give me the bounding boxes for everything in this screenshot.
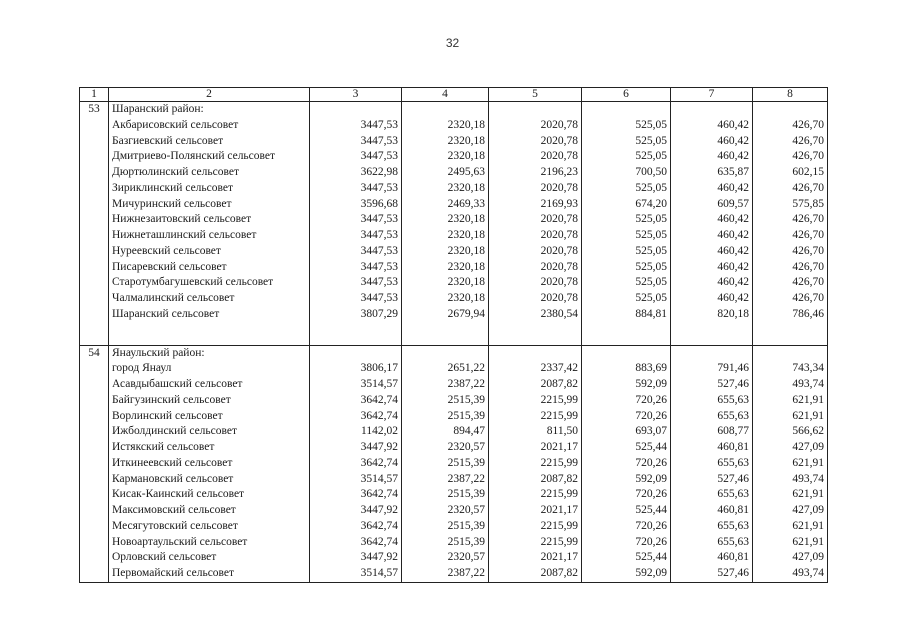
value-col-8: 427,09 [753,440,828,456]
header-cell: 5 [489,88,582,102]
number-cell [80,377,109,393]
value-col-8: 427,09 [753,550,828,566]
number-cell [80,361,109,377]
table-row [80,197,828,213]
value-col-4: 2320,18 [402,212,489,228]
value-col-4: 2495,63 [402,165,489,181]
value-col-7: 820,18 [671,307,753,323]
table-row [80,377,828,393]
value-col-7: 635,87 [671,165,753,181]
value-col-8: 602,15 [753,165,828,181]
value-col-3: 3447,53 [310,291,402,307]
value-col-7: 655,63 [671,519,753,535]
value-col-7: 460,42 [671,212,753,228]
table-row [80,181,828,197]
value-col-6: 720,26 [582,519,671,535]
value-col-6: 525,05 [582,212,671,228]
settlement-name: Первомайский сельсовет [109,566,310,582]
empty-cell [489,345,582,361]
number-cell [80,440,109,456]
spacer-row [80,323,828,346]
value-col-6: 525,05 [582,181,671,197]
table-row [80,503,828,519]
page-number: 32 [445,36,460,50]
table-row [80,307,828,323]
section-title-row [80,102,828,118]
value-col-6: 592,09 [582,377,671,393]
table-row [80,260,828,276]
value-col-8: 621,91 [753,393,828,409]
number-cell [80,550,109,566]
value-col-8: 426,70 [753,212,828,228]
settlement-name: Месягутовский сельсовет [109,519,310,535]
header-cell: 4 [402,88,489,102]
settlement-name: Ворлинский сельсовет [109,409,310,425]
value-col-4: 2320,18 [402,260,489,276]
settlement-name: город Янаул [109,361,310,377]
value-col-4: 2320,57 [402,503,489,519]
empty-cell [753,323,828,346]
empty-cell [489,323,582,346]
header-cell: 2 [109,88,310,102]
settlement-name: Мичуринский сельсовет [109,197,310,213]
value-col-8: 426,70 [753,244,828,260]
value-col-4: 2320,18 [402,291,489,307]
value-col-8: 426,70 [753,118,828,134]
settlement-name: Акбарисовский сельсовет [109,118,310,134]
empty-cell [310,102,402,118]
value-col-4: 2320,18 [402,244,489,260]
value-col-5: 2020,78 [489,275,582,291]
value-col-3: 3514,57 [310,566,402,582]
settlement-name: Орловский сельсовет [109,550,310,566]
table-row [80,409,828,425]
value-col-5: 2215,99 [489,519,582,535]
value-col-5: 2196,23 [489,165,582,181]
value-col-5: 2020,78 [489,260,582,276]
number-cell [80,149,109,165]
settlement-name: Старотумбагушевский сельсовет [109,275,310,291]
value-col-8: 621,91 [753,409,828,425]
settlement-name: Кармановский сельсовет [109,472,310,488]
number-cell [80,134,109,150]
settlement-name: Нуреевский сельсовет [109,244,310,260]
value-col-8: 493,74 [753,472,828,488]
value-col-3: 3642,74 [310,535,402,551]
empty-cell [582,323,671,346]
value-col-6: 525,05 [582,118,671,134]
value-col-8: 493,74 [753,377,828,393]
tariff-table [79,87,828,583]
value-col-8: 426,70 [753,291,828,307]
header-cell: 1 [80,88,109,102]
value-col-6: 525,44 [582,503,671,519]
table-row [80,118,828,134]
table-row [80,456,828,472]
value-col-8: 426,70 [753,181,828,197]
value-col-4: 2515,39 [402,535,489,551]
settlement-name: Базгиевский сельсовет [109,134,310,150]
value-col-7: 460,81 [671,550,753,566]
empty-cell [310,323,402,346]
settlement-name: Максимовский сельсовет [109,503,310,519]
header-cell: 3 [310,88,402,102]
value-col-3: 3596,68 [310,197,402,213]
value-col-5: 2169,93 [489,197,582,213]
number-cell [80,519,109,535]
value-col-6: 883,69 [582,361,671,377]
empty-cell [402,102,489,118]
value-col-5: 2337,42 [489,361,582,377]
value-col-6: 525,44 [582,440,671,456]
value-col-7: 460,42 [671,244,753,260]
value-col-5: 2215,99 [489,409,582,425]
value-col-7: 655,63 [671,487,753,503]
table-body [80,88,828,583]
value-col-8: 621,91 [753,487,828,503]
value-col-8: 566,62 [753,424,828,440]
value-col-3: 3447,53 [310,228,402,244]
value-col-7: 609,57 [671,197,753,213]
value-col-7: 655,63 [671,456,753,472]
value-col-6: 525,05 [582,260,671,276]
number-cell [80,165,109,181]
value-col-5: 2087,82 [489,472,582,488]
value-col-7: 655,63 [671,535,753,551]
value-col-6: 700,50 [582,165,671,181]
header-cell: 7 [671,88,753,102]
value-col-5: 2020,78 [489,244,582,260]
settlement-name: Нижнеташлинский сельсовет [109,228,310,244]
value-col-7: 460,42 [671,291,753,307]
value-col-3: 3806,17 [310,361,402,377]
value-col-6: 525,05 [582,134,671,150]
table-row [80,212,828,228]
value-col-7: 655,63 [671,409,753,425]
value-col-7: 460,81 [671,440,753,456]
section-title-row [80,345,828,361]
settlement-name: Писаревский сельсовет [109,260,310,276]
section-number: 54 [80,345,109,361]
value-col-8: 743,34 [753,361,828,377]
value-col-3: 3447,53 [310,275,402,291]
value-col-6: 525,05 [582,275,671,291]
value-col-3: 3447,92 [310,550,402,566]
settlement-name: Дмитриево-Полянский сельсовет [109,149,310,165]
value-col-5: 2021,17 [489,550,582,566]
value-col-3: 3447,92 [310,503,402,519]
value-col-5: 2215,99 [489,456,582,472]
value-col-4: 2320,57 [402,440,489,456]
value-col-3: 3447,53 [310,181,402,197]
value-col-5: 2020,78 [489,134,582,150]
value-col-4: 2515,39 [402,409,489,425]
value-col-7: 460,42 [671,149,753,165]
value-col-3: 3642,74 [310,519,402,535]
value-col-6: 720,26 [582,535,671,551]
settlement-name: Новоартаульский сельсовет [109,535,310,551]
value-col-8: 621,91 [753,535,828,551]
value-col-7: 460,81 [671,503,753,519]
value-col-5: 2020,78 [489,228,582,244]
settlement-name: Шаранский сельсовет [109,307,310,323]
section-number: 53 [80,102,109,118]
table-row [80,424,828,440]
empty-cell [109,323,310,346]
empty-cell [402,345,489,361]
value-col-6: 720,26 [582,409,671,425]
table-row [80,566,828,582]
table-row [80,291,828,307]
value-col-4: 2515,39 [402,519,489,535]
value-col-6: 592,09 [582,472,671,488]
value-col-6: 693,07 [582,424,671,440]
value-col-5: 2215,99 [489,487,582,503]
value-col-7: 655,63 [671,393,753,409]
value-col-8: 493,74 [753,566,828,582]
empty-cell [753,345,828,361]
header-cell: 6 [582,88,671,102]
number-cell [80,487,109,503]
value-col-5: 2087,82 [489,377,582,393]
table-row [80,550,828,566]
number-cell [80,118,109,134]
value-col-3: 3642,74 [310,409,402,425]
empty-cell [671,102,753,118]
value-col-6: 884,81 [582,307,671,323]
empty-cell [582,345,671,361]
number-cell [80,424,109,440]
value-col-3: 3807,29 [310,307,402,323]
number-cell [80,472,109,488]
value-col-6: 592,09 [582,566,671,582]
number-cell [80,409,109,425]
value-col-3: 3642,74 [310,487,402,503]
value-col-6: 525,05 [582,291,671,307]
value-col-5: 2380,54 [489,307,582,323]
value-col-3: 3447,53 [310,134,402,150]
value-col-3: 3447,53 [310,149,402,165]
value-col-7: 460,42 [671,181,753,197]
value-col-5: 2215,99 [489,393,582,409]
value-col-8: 426,70 [753,275,828,291]
value-col-7: 460,42 [671,134,753,150]
value-col-5: 2020,78 [489,118,582,134]
value-col-6: 720,26 [582,456,671,472]
settlement-name: Кисак-Каинский сельсовет [109,487,310,503]
settlement-name: Зириклинский сельсовет [109,181,310,197]
empty-cell [582,102,671,118]
value-col-5: 2020,78 [489,212,582,228]
empty-cell [402,323,489,346]
table-row [80,149,828,165]
number-cell [80,307,109,323]
value-col-7: 527,46 [671,472,753,488]
settlement-name: Нижнезаитовский сельсовет [109,212,310,228]
value-col-7: 527,46 [671,377,753,393]
number-cell [80,212,109,228]
table-row [80,472,828,488]
value-col-6: 720,26 [582,393,671,409]
value-col-4: 2387,22 [402,566,489,582]
table-row [80,393,828,409]
empty-cell [753,102,828,118]
settlement-name: Ижболдинский сельсовет [109,424,310,440]
value-col-8: 786,46 [753,307,828,323]
value-col-6: 525,05 [582,244,671,260]
section-title: Янаульский район: [109,345,310,361]
value-col-4: 2320,18 [402,134,489,150]
empty-cell [310,345,402,361]
settlement-name: Дюртюлинский сельсовет [109,165,310,181]
value-col-7: 608,77 [671,424,753,440]
header-cell: 8 [753,88,828,102]
value-col-7: 460,42 [671,228,753,244]
value-col-8: 575,85 [753,197,828,213]
value-col-8: 426,70 [753,134,828,150]
number-cell [80,456,109,472]
table-row [80,519,828,535]
value-col-5: 2021,17 [489,440,582,456]
value-col-4: 2515,39 [402,393,489,409]
table-row [80,275,828,291]
value-col-3: 3514,57 [310,377,402,393]
number-cell [80,393,109,409]
number-cell [80,181,109,197]
value-col-6: 525,05 [582,149,671,165]
value-col-5: 2020,78 [489,291,582,307]
value-col-8: 426,70 [753,149,828,165]
value-col-7: 460,42 [671,118,753,134]
table-row [80,440,828,456]
value-col-4: 2651,22 [402,361,489,377]
value-col-4: 2387,22 [402,377,489,393]
value-col-4: 2320,57 [402,550,489,566]
value-col-5: 2215,99 [489,535,582,551]
value-col-5: 2020,78 [489,181,582,197]
number-cell [80,291,109,307]
empty-cell [671,345,753,361]
value-col-3: 1142,02 [310,424,402,440]
value-col-7: 791,46 [671,361,753,377]
value-col-3: 3642,74 [310,393,402,409]
table-row [80,361,828,377]
value-col-4: 2515,39 [402,456,489,472]
value-col-4: 2469,33 [402,197,489,213]
value-col-8: 621,91 [753,519,828,535]
table-row [80,228,828,244]
table-row [80,165,828,181]
number-cell [80,260,109,276]
value-col-7: 460,42 [671,275,753,291]
value-col-8: 427,09 [753,503,828,519]
value-col-7: 527,46 [671,566,753,582]
settlement-name: Байгузинский сельсовет [109,393,310,409]
value-col-3: 3447,53 [310,260,402,276]
value-col-4: 894,47 [402,424,489,440]
value-col-6: 525,44 [582,550,671,566]
table-row [80,487,828,503]
value-col-5: 2087,82 [489,566,582,582]
section-title: Шаранский район: [109,102,310,118]
number-cell [80,197,109,213]
number-cell [80,535,109,551]
value-col-3: 3447,53 [310,212,402,228]
table-row [80,134,828,150]
value-col-4: 2320,18 [402,181,489,197]
settlement-name: Чалмалинский сельсовет [109,291,310,307]
value-col-4: 2387,22 [402,472,489,488]
number-cell [80,566,109,582]
value-col-4: 2515,39 [402,487,489,503]
number-cell [80,244,109,260]
value-col-5: 2020,78 [489,149,582,165]
value-col-3: 3447,92 [310,440,402,456]
value-col-5: 811,50 [489,424,582,440]
number-cell [80,228,109,244]
value-col-3: 3514,57 [310,472,402,488]
header-row [80,88,828,102]
value-col-3: 3447,53 [310,118,402,134]
value-col-3: 3642,74 [310,456,402,472]
value-col-3: 3622,98 [310,165,402,181]
settlement-name: Асавдыбашский сельсовет [109,377,310,393]
value-col-4: 2320,18 [402,149,489,165]
table-row [80,244,828,260]
number-cell [80,503,109,519]
table-row [80,535,828,551]
value-col-6: 525,05 [582,228,671,244]
value-col-8: 621,91 [753,456,828,472]
value-col-3: 3447,53 [310,244,402,260]
value-col-6: 674,20 [582,197,671,213]
empty-cell [80,323,109,346]
value-col-4: 2320,18 [402,228,489,244]
value-col-8: 426,70 [753,228,828,244]
settlement-name: Иткинеевский сельсовет [109,456,310,472]
number-cell [80,275,109,291]
value-col-4: 2320,18 [402,118,489,134]
value-col-4: 2320,18 [402,275,489,291]
value-col-5: 2021,17 [489,503,582,519]
empty-cell [671,323,753,346]
value-col-8: 426,70 [753,260,828,276]
settlement-name: Истякский сельсовет [109,440,310,456]
value-col-6: 720,26 [582,487,671,503]
value-col-4: 2679,94 [402,307,489,323]
empty-cell [489,102,582,118]
value-col-7: 460,42 [671,260,753,276]
